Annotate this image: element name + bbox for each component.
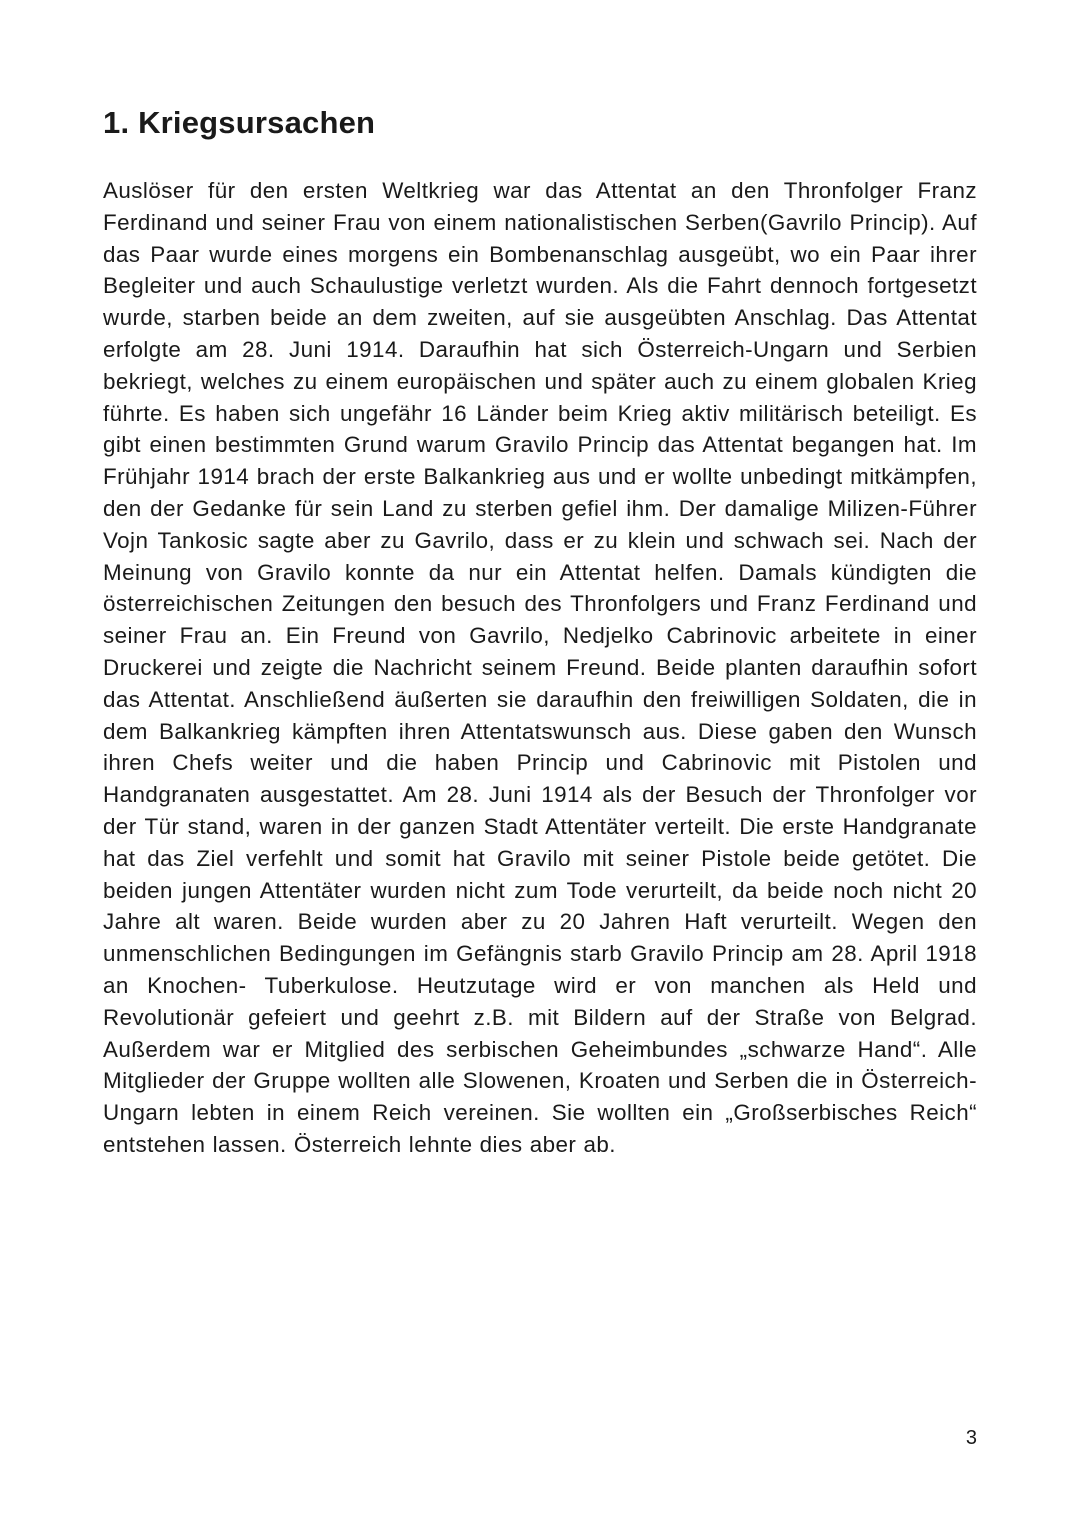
page-number: 3: [965, 1427, 977, 1449]
section-heading: 1. Kriegsursachen: [103, 105, 376, 140]
body-paragraph: Auslöser für den ersten Weltkrieg war das Attentat an den Thronfolger Franz Ferdinand und seiner Frau von einem nationalistischen Serben(Gavrilo Princip). Auf das Paar wurde eines morgens ein Bombenanschlag ausgeübt, wo ein Paar ihrer Begleiter und auch Schaulustige verletzt wurden. Als die Fahrt dennoch fortgesetzt wurde, starben beide an dem zweiten, auf sie ausgeübten Anschlag. Das Attentat erfolgte am 28. Juni 1914. Daraufhin hat sich Österreich-Ungarn und Serbien bekriegt, welches zu einem europäischen und später auch zu einem globalen Krieg führte. Es haben sich ungefähr 16 Länder beim Krieg aktiv militärisch beteiligt. Es gibt einen bestimmten Grund warum Gravilo Princip das Attentat begangen hat. Im Frühjahr 1914 brach der erste Balkankrieg aus und er wollte unbedingt mitkämpfen, den der Gedanke für sein Land zu sterben gefiel ihm. Der damalige Milizen-Führer Vojn Tankosic sagte aber zu Gavrilo, dass er zu klein und schwach sei. Nach der Meinung von Gravilo konnte da nur ein Attentat helfen. Damals kündigten die österreichischen Zeitungen den besuch des Thronfolgers und Franz Ferdinand und seiner Frau an. Ein Freund von Gavrilo, Nedjelko Cabrinovic arbeitete in einer Druckerei und zeigte die Nachricht seinem Freund. Beide planten daraufhin sofort das Attentat. Anschließend äußerten sie daraufhin den freiwilligen Soldaten, die in dem Balkankrieg kämpften ihren Attentatswunsch aus. Diese gaben den Wunsch ihren Chefs weiter und die haben Princip und Cabrinovic mit Pistolen und Handgranaten ausgestattet. Am 28. Juni 1914 als der Besuch der Thronfolger vor der Tür stand, waren in der ganzen Stadt Attentäter verteilt. Die erste Handgranate hat das Ziel verfehlt und somit hat Gravilo mit seiner Pistole beide getötet. Die beiden jungen Attentäter wurden nicht zum Tode verurteilt, da beide noch nicht 20 Jahre alt waren. Beide wurden aber zu 20 Jahren Haft verurteilt. Wegen den unmenschlichen Bedingungen im Gefängnis starb Gravilo Princip am 28. April 1918 an Knochen- Tuberkulose. Heutzutage wird er von manchen als Held und Revolutionär gefeiert und geehrt z.B. mit Bildern auf der Straße von Belgrad. Außerdem war er Mitglied des serbischen Geheimbundes „schwarze Hand“. Alle Mitglieder der Gruppe wollten alle Slowenen, Kroaten und Serben die in Österreich-Ungarn lebten in einem Reich vereinen. Sie wollten ein „Großserbisches Reich“ entstehen lassen. Österreich lehnte dies aber ab.: [103, 178, 977, 1157]
